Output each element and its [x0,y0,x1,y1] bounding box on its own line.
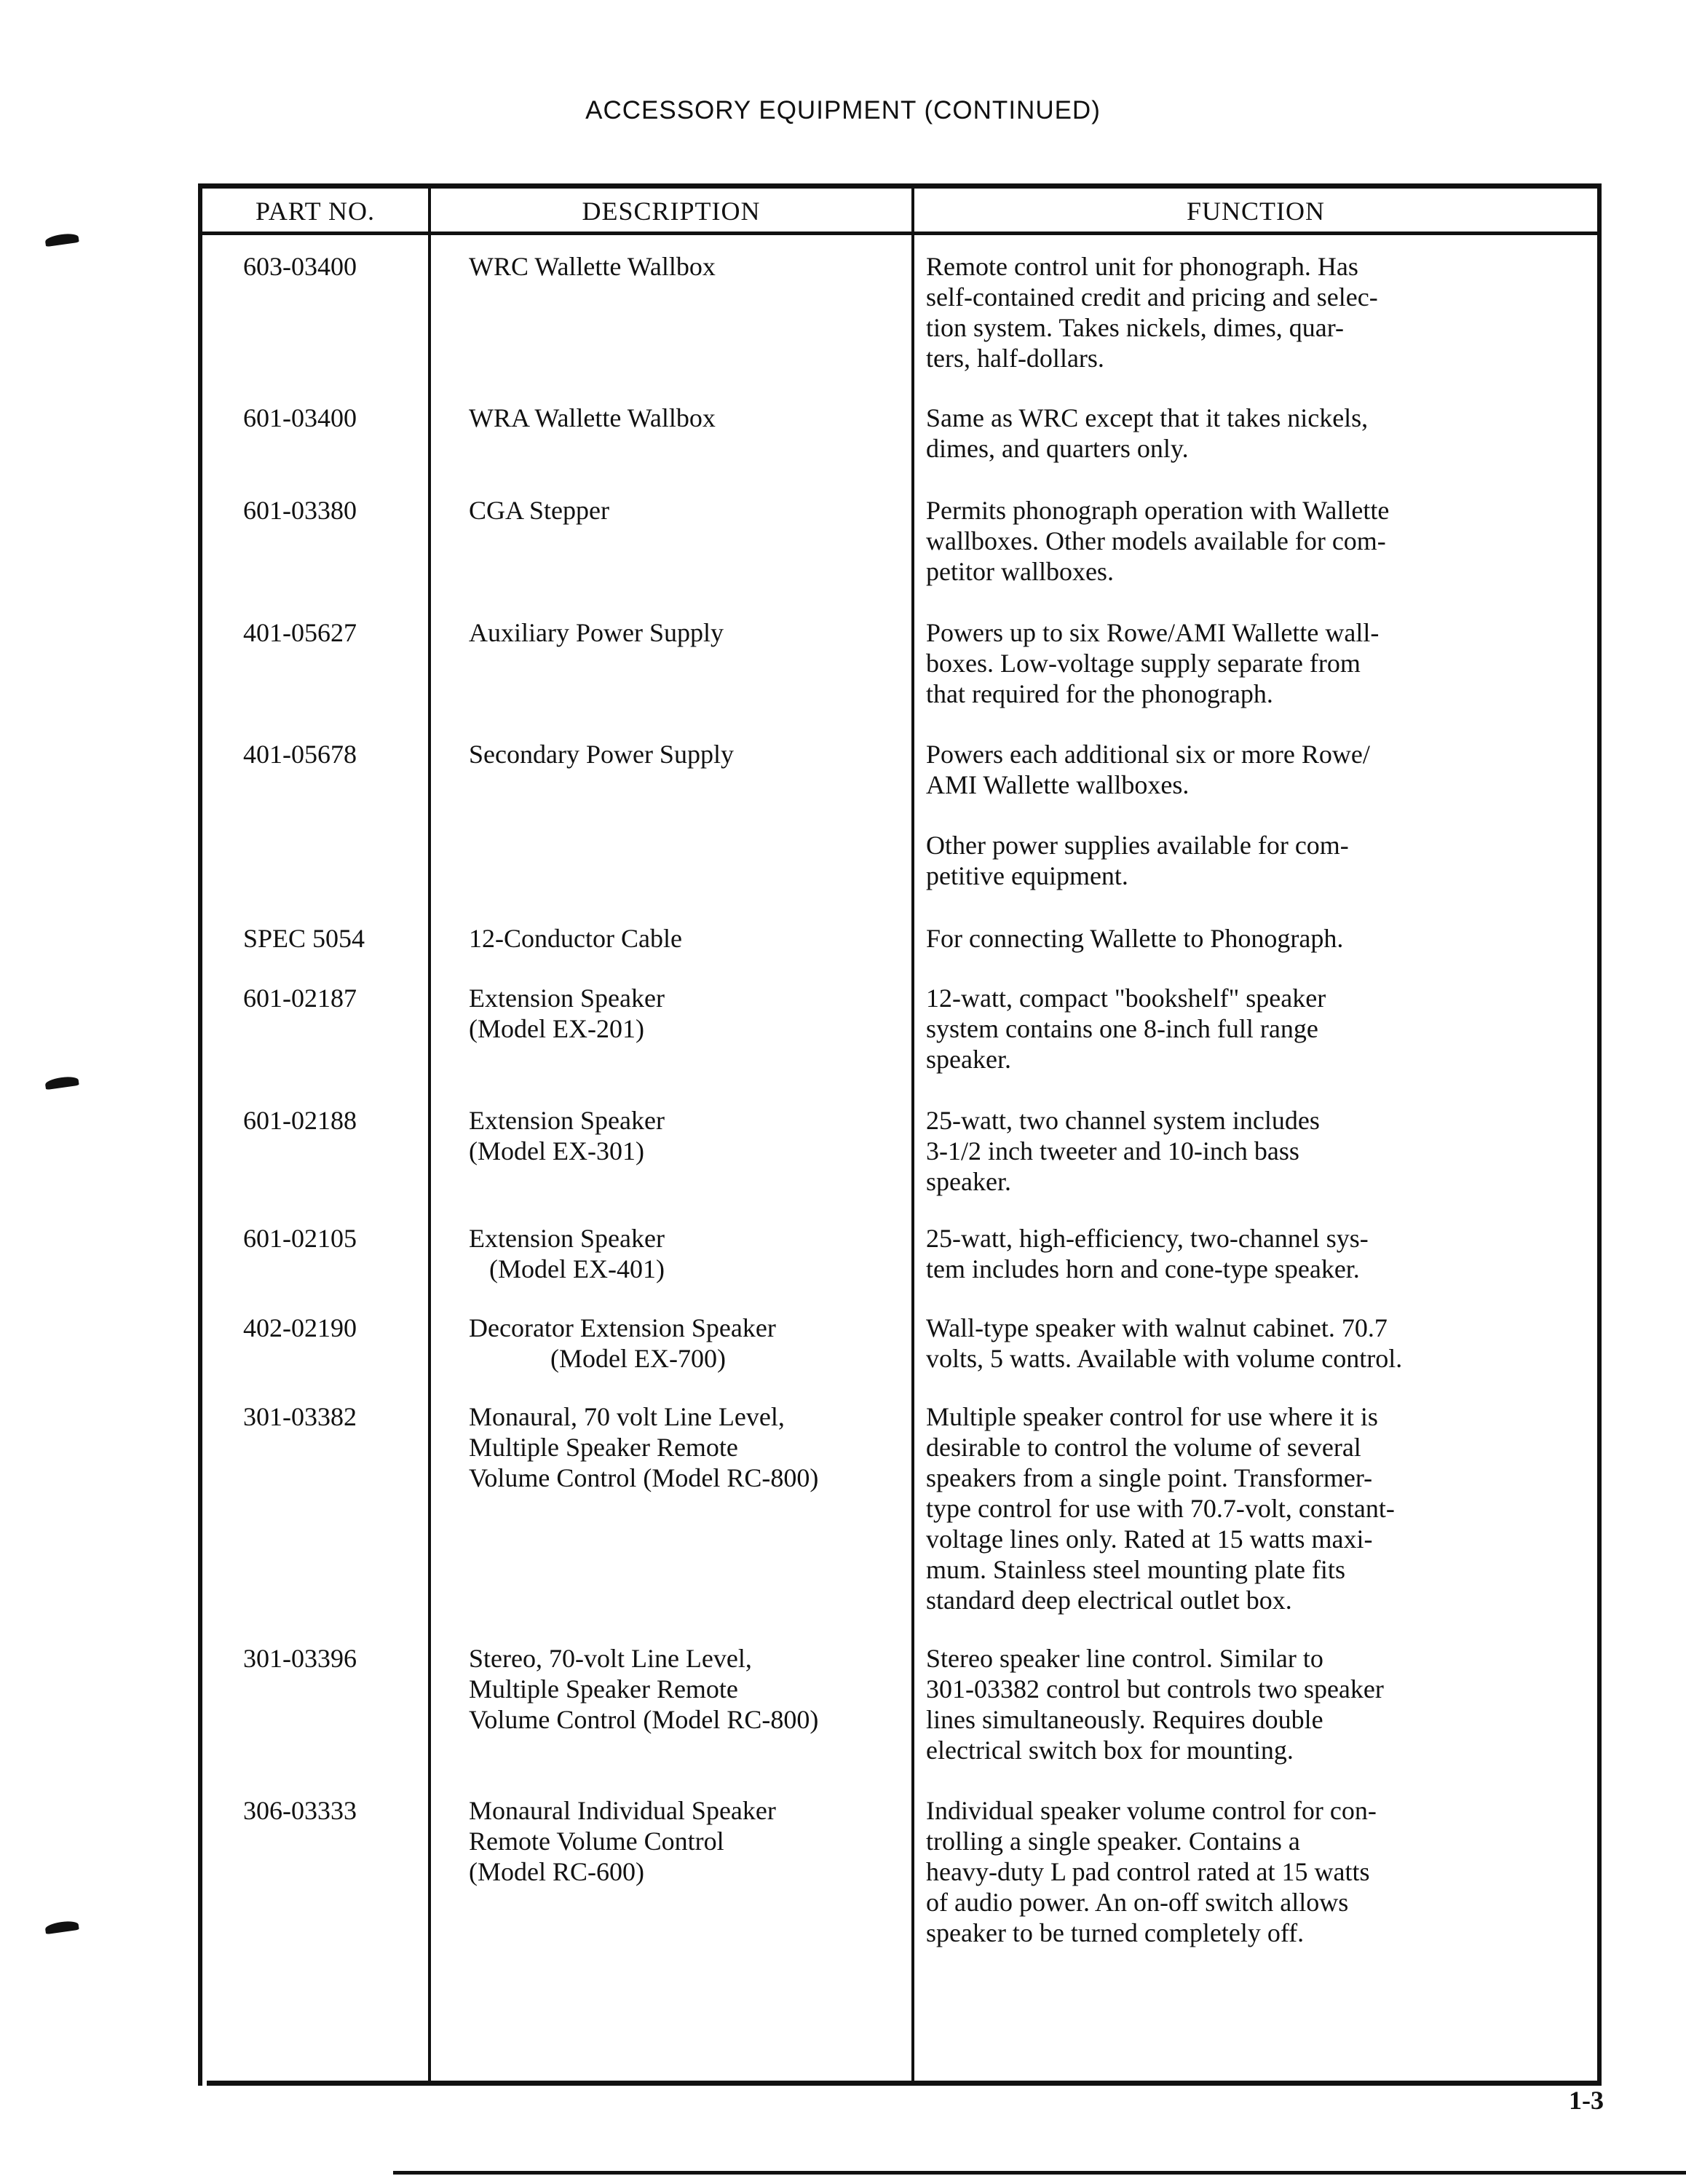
function-line: system contains one 8-inch full range [926,1014,1318,1043]
part-number-cell [243,923,418,954]
description-cell [469,495,906,526]
page-title: ACCESSORY EQUIPMENT (CONTINUED) [585,96,1101,124]
function-line: mum. Stainless steel mounting plate fits [926,1555,1345,1584]
description-line: (Model RC-600) [469,1857,644,1886]
part-number: 601-03380 [243,496,357,525]
description-line: Volume Control (Model RC-800) [469,1705,819,1734]
function-line: Powers up to six Rowe/AMI Wallette wall- [926,618,1380,647]
function-line: tion system. Takes nickels, dimes, quar- [926,313,1344,342]
binder-hole-mark [44,1920,79,1934]
function-line: wallboxes. Other models available for com- [926,526,1386,555]
description-line: CGA Stepper [469,496,609,525]
description-line: Decorator Extension Speaker [469,1313,776,1342]
function-line: lines simultaneously. Requires double [926,1705,1323,1734]
function-cell [926,983,1567,1075]
function-cell [926,1313,1567,1374]
header-part-no: PART NO. [256,196,375,226]
function-line: voltage lines only. Rated at 15 watts maxi- [926,1524,1373,1554]
function-cell [926,1105,1567,1197]
description-line: Volume Control (Model RC-800) [469,1463,819,1492]
description-cell [469,1643,906,1735]
description-line: Extension Speaker [469,984,665,1013]
function-cell [926,739,1567,800]
function-line: dimes, and quarters only. [926,434,1189,463]
part-number: 301-03396 [243,1644,357,1673]
function-line: petitive equipment. [926,861,1128,890]
description-cell [469,1795,906,1887]
description-line: Extension Speaker [469,1106,665,1135]
function-line: type control for use with 70.7-volt, constant- [926,1494,1395,1523]
function-line: trolling a single speaker. Contains a [926,1827,1300,1856]
function-line: 25-watt, two channel system includes [926,1106,1320,1135]
part-number-cell [243,1795,418,1826]
function-line: Other power supplies available for com- [926,831,1349,860]
function-cell [926,830,1567,891]
part-number-cell [243,739,418,769]
part-number-cell [243,1313,418,1343]
description-cell [469,617,906,648]
function-line: Same as WRC except that it takes nickels, [926,403,1369,432]
description-line: WRC Wallette Wallbox [469,252,716,281]
description-cell [469,1313,906,1374]
description-cell [469,251,906,282]
part-number-cell [243,983,418,1013]
function-line: electrical switch box for mounting. [926,1736,1294,1765]
header-divider [198,232,1602,235]
part-number: 601-02187 [243,984,357,1013]
description-cell [469,1223,906,1284]
function-line: standard deep electrical outlet box. [926,1586,1292,1615]
function-line: desirable to control the volume of several [926,1433,1361,1462]
function-line: Stereo speaker line control. Similar to [926,1644,1323,1673]
function-cell [926,1643,1567,1765]
part-number-cell [243,617,418,648]
part-number: 603-03400 [243,252,357,281]
part-number: 401-05627 [243,618,357,647]
function-line: tem includes horn and cone-type speaker. [926,1254,1360,1283]
function-line: Wall-type speaker with walnut cabinet. 70.7 [926,1313,1388,1342]
part-number: SPEC 5054 [243,924,365,953]
function-cell [926,923,1567,954]
function-line: 12-watt, compact "bookshelf" speaker [926,984,1326,1013]
column-divider [911,186,914,2084]
description-line: (Model EX-401) [489,1254,665,1283]
function-line: ters, half-dollars. [926,344,1104,373]
function-line: Individual speaker volume control for con- [926,1796,1377,1825]
description-line: Multiple Speaker Remote [469,1674,738,1704]
part-number: 301-03382 [243,1402,357,1431]
description-cell [469,1105,906,1166]
function-line: Remote control unit for phonograph. Has [926,252,1358,281]
function-cell [926,403,1567,464]
function-line: of audio power. An on-off switch allows [926,1888,1349,1917]
function-line: speaker. [926,1045,1011,1074]
description-line: Multiple Speaker Remote [469,1433,738,1462]
function-line: Permits phonograph operation with Wallette [926,496,1390,525]
function-line: speaker. [926,1167,1011,1196]
function-cell [926,495,1567,587]
binder-hole-mark [44,232,79,247]
function-line: For connecting Wallette to Phonograph. [926,924,1344,953]
part-number-cell [243,403,418,433]
description-cell [469,923,906,954]
part-number-cell [243,1223,418,1254]
page-number: 1-3 [1569,2086,1604,2115]
part-number-cell [243,1401,418,1432]
part-number: 601-02105 [243,1224,357,1253]
part-number-cell [243,1643,418,1674]
description-cell [469,983,906,1044]
function-line: 301-03382 control but controls two speaker [926,1674,1384,1704]
function-line: volts, 5 watts. Available with volume control. [926,1344,1403,1373]
function-line: speaker to be turned completely off. [926,1918,1305,1947]
function-line: Powers each additional six or more Rowe/ [926,740,1370,769]
description-line: Extension Speaker [469,1224,665,1253]
binder-hole-mark [44,1075,79,1090]
part-number: 402-02190 [243,1313,357,1342]
function-cell [926,1223,1567,1284]
function-line: 3-1/2 inch tweeter and 10-inch bass [926,1136,1299,1166]
function-cell [926,251,1567,373]
bottom-rule [393,2171,1686,2175]
description-line: Monaural Individual Speaker [469,1796,776,1825]
function-line: self-contained credit and pricing and selec- [926,282,1378,312]
description-cell [469,403,906,433]
function-line: that required for the phonograph. [926,679,1273,708]
description-line: Auxiliary Power Supply [469,618,724,647]
table-bottom-border [207,2081,1602,2086]
part-number-cell [243,251,418,282]
part-number-cell [243,495,418,526]
description-cell [469,1401,906,1493]
description-line: (Model EX-301) [469,1136,644,1166]
description-cell [469,739,906,769]
function-line: petitor wallboxes. [926,557,1114,586]
description-line: (Model EX-700) [550,1344,726,1373]
description-line: Secondary Power Supply [469,740,734,769]
description-line: Stereo, 70-volt Line Level, [469,1644,752,1673]
header-function: FUNCTION [1186,196,1325,226]
function-line: Multiple speaker control for use where it is [926,1402,1378,1431]
description-line: (Model EX-201) [469,1014,644,1043]
function-cell [926,1401,1567,1615]
description-line: Monaural, 70 volt Line Level, [469,1402,785,1431]
function-line: boxes. Low-voltage supply separate from [926,649,1361,678]
header-description: DESCRIPTION [582,196,761,226]
part-number-cell [243,1105,418,1136]
part-number: 306-03333 [243,1796,357,1825]
part-number: 401-05678 [243,740,357,769]
function-cell [926,1795,1567,1948]
function-line: heavy-duty L pad control rated at 15 watts [926,1857,1370,1886]
function-line: speakers from a single point. Transformer- [926,1463,1373,1492]
function-cell [926,617,1567,709]
part-number: 601-03400 [243,403,357,432]
description-line: WRA Wallette Wallbox [469,403,716,432]
part-number: 601-02188 [243,1106,357,1135]
description-line: Remote Volume Control [469,1827,724,1856]
description-line: 12-Conductor Cable [469,924,682,953]
function-line: 25-watt, high-efficiency, two-channel sys- [926,1224,1369,1253]
function-line: AMI Wallette wallboxes. [926,770,1190,799]
column-divider [428,186,431,2084]
